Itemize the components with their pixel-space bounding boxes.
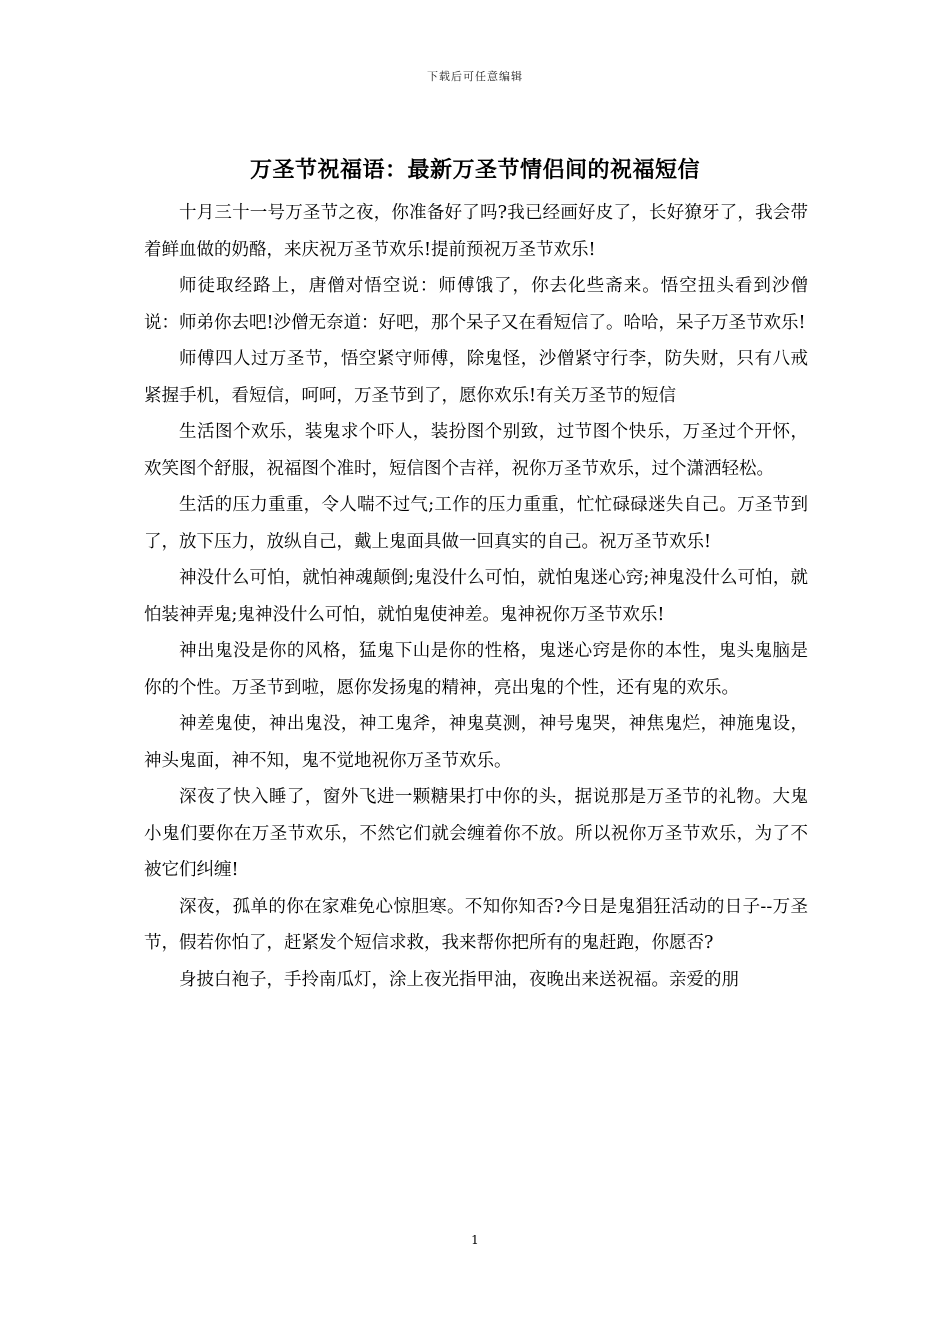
paragraph-1: 十月三十一号万圣节之夜，你准备好了吗?我已经画好皮了，长好獠牙了，我会带着鲜血做的奶酪，来庆祝万圣节欢乐!提前预祝万圣节欢乐! [144, 203, 808, 260]
header-note: 下载后可任意编辑 [427, 70, 523, 83]
paragraph-10: 深夜，孤单的你在家难免心惊胆寒。不知你知否?今日是鬼猖狂活动的日子--万圣节，假若你怕了，赶紧发个短信求救，我来帮你把所有的鬼赶跑，你愿否? [144, 896, 808, 953]
paragraph-6: 神没什么可怕，就怕神魂颠倒;鬼没什么可怕，就怕鬼迷心窍;神鬼没什么可怕，就怕装神弄鬼;鬼神没什么可怕，就怕鬼使神差。鬼神祝你万圣节欢乐! [144, 568, 808, 625]
paragraph-7: 神出鬼没是你的风格，猛鬼下山是你的性格，鬼迷心窍是你的本性，鬼头鬼脑是你的个性。万圣节到啦，愿你发扬鬼的精神，亮出鬼的个性，还有鬼的欢乐。 [144, 641, 808, 698]
paragraph-11: 身披白袍子，手拎南瓜灯，涂上夜光指甲油，夜晚出来送祝福。亲爱的朋 [179, 969, 739, 990]
document-body [144, 195, 808, 998]
paragraph-2: 师徒取经路上，唐僧对悟空说：师傅饿了，你去化些斋来。悟空扭头看到沙僧说：师弟你去吧!沙僧无奈道：好吧，那个呆子又在看短信了。哈哈，呆子万圣节欢乐! [144, 276, 808, 333]
document-title: 万圣节祝福语：最新万圣节情侣间的祝福短信 [249, 157, 700, 183]
paragraph-9: 深夜了快入睡了，窗外飞进一颗糖果打中你的头，据说那是万圣节的礼物。大鬼小鬼们要你在万圣节欢乐，不然它们就会缠着你不放。所以祝你万圣节欢乐，为了不被它们纠缠! [144, 787, 808, 880]
paragraph-3: 师傅四人过万圣节，悟空紧守师傅，除鬼怪，沙僧紧守行李，防失财，只有八戒紧握手机，看短信，呵呵，万圣节到了，愿你欢乐!有关万圣节的短信 [144, 349, 808, 406]
paragraph-8: 神差鬼使，神出鬼没，神工鬼斧，神鬼莫测，神号鬼哭，神焦鬼烂，神施鬼设，神头鬼面，神不知，鬼不觉地祝你万圣节欢乐。 [144, 714, 808, 771]
paragraph-4: 生活图个欢乐，装鬼求个吓人，装扮图个别致，过节图个快乐，万圣过个开怀，欢笑图个舒服，祝福图个准时，短信图个吉祥，祝你万圣节欢乐，过个潇洒轻松。 [144, 422, 808, 479]
page-number: 1 [471, 1233, 479, 1247]
paragraph-5: 生活的压力重重，令人喘不过气;工作的压力重重，忙忙碌碌迷失自己。万圣节到了，放下压力，放纵自己，戴上鬼面具做一回真实的自己。祝万圣节欢乐! [144, 495, 808, 552]
